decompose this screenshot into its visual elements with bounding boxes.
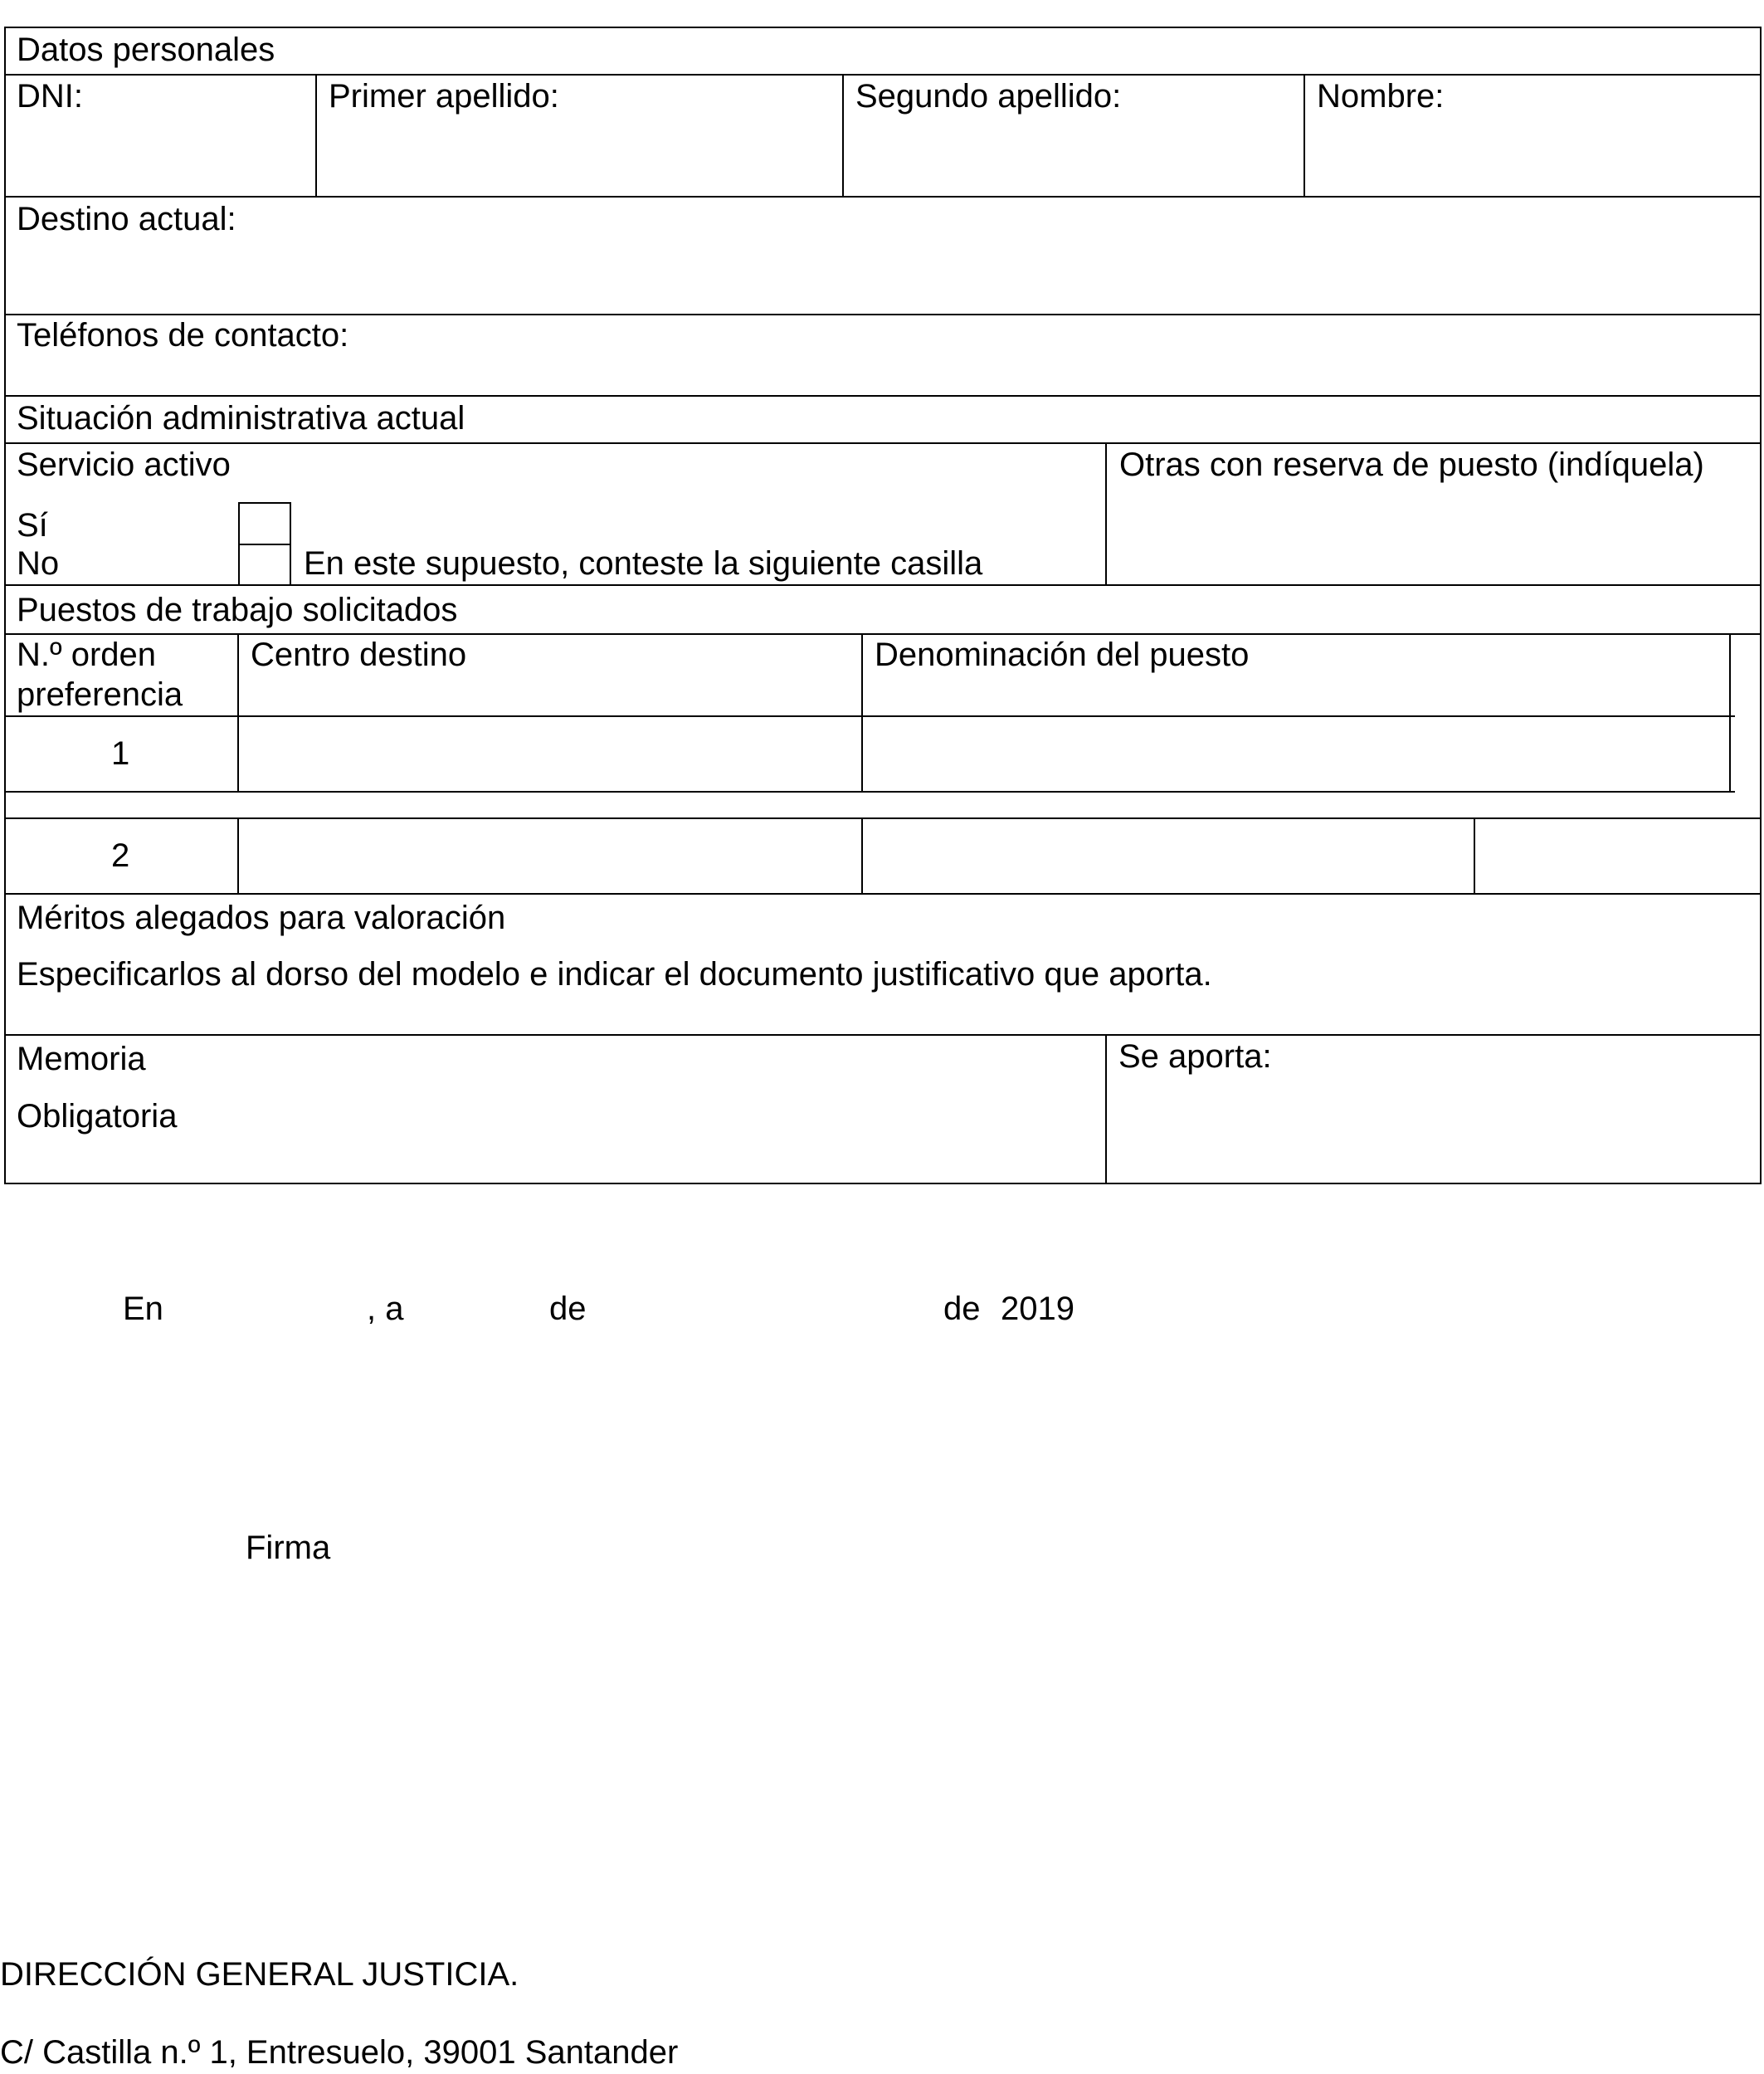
meritos-label: Méritos alegados para valoración xyxy=(17,900,506,936)
divider xyxy=(315,74,317,197)
divider xyxy=(237,817,239,894)
primer-apellido-field[interactable] xyxy=(320,116,839,193)
no-checkbox[interactable] xyxy=(238,544,291,586)
footer-direccion: DIRECCIÓN GENERAL JUSTICIA. xyxy=(0,1956,519,1993)
divider xyxy=(842,74,844,197)
row1-centro-field[interactable] xyxy=(242,720,858,787)
orden-header-line1: N.º orden xyxy=(17,637,157,673)
date-a: , a xyxy=(367,1291,404,1327)
se-aporta-field[interactable] xyxy=(1110,1079,1757,1179)
footer-address: C/ Castilla n.º 1, Entresuelo, 39001 Santander xyxy=(0,2034,679,2071)
denominacion-header: Denominación del puesto xyxy=(875,637,1250,673)
date-en: En xyxy=(123,1291,163,1327)
row1-number: 1 xyxy=(111,735,130,772)
obligatoria-label: Obligatoria xyxy=(17,1098,178,1135)
divider xyxy=(861,817,863,894)
si-label: Sí xyxy=(17,507,48,544)
segundo-apellido-label: Segundo apellido: xyxy=(855,78,1122,115)
row2-denominacion-field[interactable] xyxy=(866,822,1470,889)
divider xyxy=(4,893,1762,895)
divider xyxy=(4,715,1735,717)
divider xyxy=(4,74,1762,76)
divider xyxy=(4,196,1762,198)
row2-extra-field[interactable] xyxy=(1479,822,1757,889)
row2-centro-field[interactable] xyxy=(242,822,858,889)
row2-number: 2 xyxy=(111,837,130,874)
otras-reserva-label: Otras con reserva de puesto (indíquela) xyxy=(1119,447,1704,483)
segundo-apellido-field[interactable] xyxy=(847,116,1300,193)
place-field[interactable] xyxy=(174,1286,365,1330)
signature-area[interactable] xyxy=(232,1577,979,1826)
dni-field[interactable] xyxy=(8,116,312,193)
section-title-puestos: Puestos de trabajo solicitados xyxy=(17,592,458,628)
divider xyxy=(1304,74,1305,197)
telefonos-label: Teléfonos de contacto: xyxy=(17,317,349,354)
destino-actual-label: Destino actual: xyxy=(17,201,236,237)
divider xyxy=(1105,442,1107,585)
date-de-1: de xyxy=(549,1291,587,1327)
divider xyxy=(1729,633,1731,792)
supuesto-text: En este supuesto, conteste la siguiente casilla xyxy=(304,545,983,582)
section-title-datos-personales: Datos personales xyxy=(17,32,275,68)
divider xyxy=(861,633,863,792)
otras-reserva-field[interactable] xyxy=(1110,490,1757,581)
divider xyxy=(4,395,1762,397)
divider xyxy=(237,633,239,792)
centro-destino-header: Centro destino xyxy=(251,637,467,673)
destino-actual-field[interactable] xyxy=(8,241,1757,310)
divider xyxy=(1474,817,1475,894)
servicio-activo-label: Servicio activo xyxy=(17,447,231,483)
primer-apellido-label: Primer apellido: xyxy=(329,78,559,115)
date-year: 2019 xyxy=(1001,1291,1074,1327)
telefonos-field[interactable] xyxy=(382,317,1757,392)
day-field[interactable] xyxy=(415,1286,539,1330)
nombre-label: Nombre: xyxy=(1317,78,1445,115)
divider xyxy=(1105,1034,1107,1184)
month-field[interactable] xyxy=(597,1286,938,1330)
row1-denominacion-field[interactable] xyxy=(866,720,1726,787)
divider xyxy=(4,817,1762,819)
no-label: No xyxy=(17,545,60,582)
divider xyxy=(4,791,1735,793)
divider xyxy=(4,1034,1762,1036)
firma-label: Firma xyxy=(246,1530,331,1566)
divider xyxy=(4,442,1762,444)
nombre-field[interactable] xyxy=(1308,116,1757,193)
dni-label: DNI: xyxy=(17,78,83,115)
meritos-instructions: Especificarlos al dorso del modelo e indicar el documento justificativo que aporta. xyxy=(17,956,1212,993)
section-title-situacion: Situación administrativa actual xyxy=(17,400,465,437)
memoria-label: Memoria xyxy=(17,1041,146,1077)
orden-header-line2: preferencia xyxy=(17,676,183,713)
se-aporta-label: Se aporta: xyxy=(1118,1038,1272,1075)
si-checkbox[interactable] xyxy=(238,502,291,545)
date-de-2: de xyxy=(943,1291,981,1327)
